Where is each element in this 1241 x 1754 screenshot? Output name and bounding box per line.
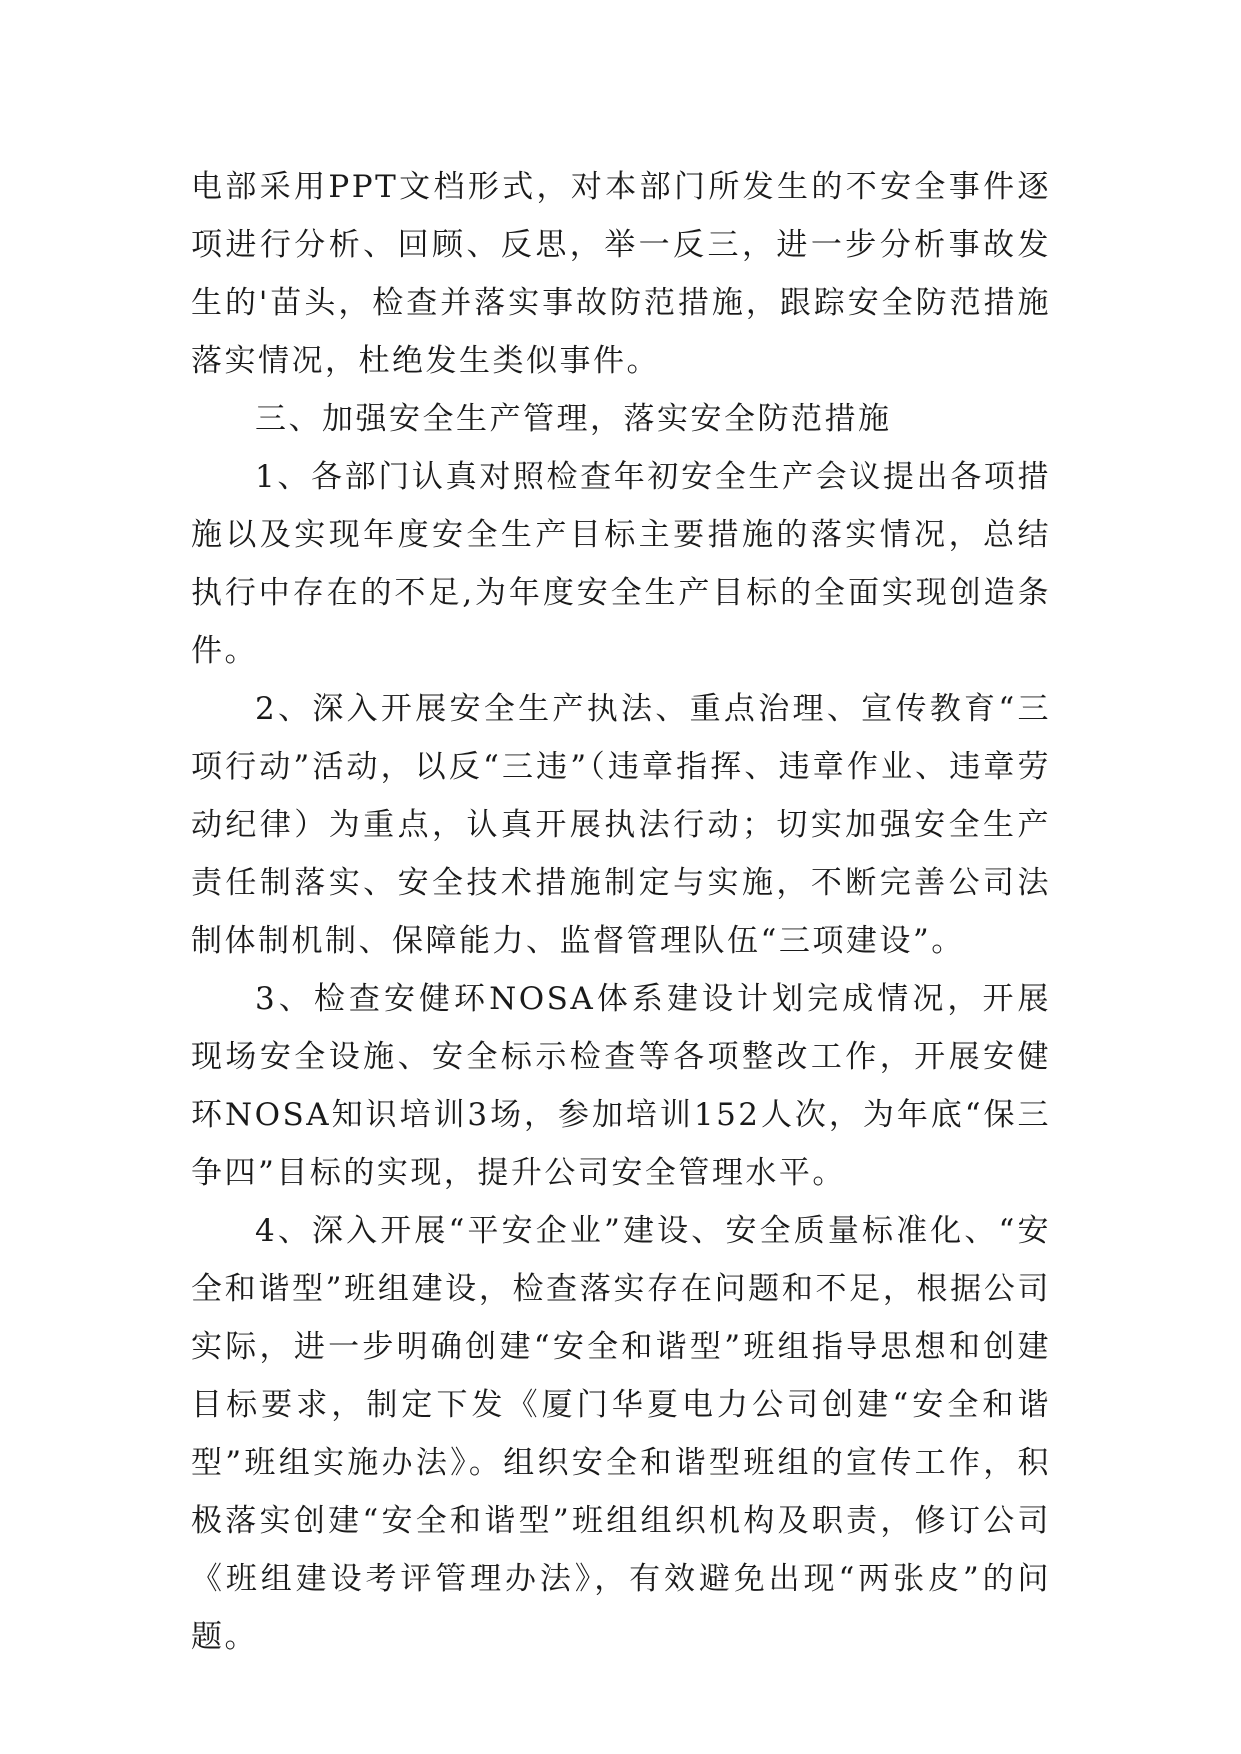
document-body xyxy=(191,158,1051,1666)
paragraph-item-3: 3、检查安健环NOSA体系建设计划完成情况，开展现场安全设施、安全标示检查等各项整改工作，开展安健环NOSA知识培训3场，参加培训152人次，为年底“保三争四”目标的实现，提升公司安全管理水平。 xyxy=(191,981,1051,1191)
paragraph-continuation: 电部采用PPT文档形式，对本部门所发生的不安全事件逐项进行分析、回顾、反思，举一反三，进一步分析事故发生的'苗头，检查并落实事故防范措施，跟踪安全防范措施落实情况，杜绝发生类似事件。 xyxy=(191,169,1051,379)
paragraph-item-4: 4、深入开展“平安企业”建设、安全质量标准化、“安全和谐型”班组建设，检查落实存在问题和不足，根据公司实际，进一步明确创建“安全和谐型”班组指导思想和创建目标要求，制定下发《厦门华夏电力公司创建“安全和谐型”班组实施办法》。组织安全和谐型班组的宣传工作，积极落实创建“安全和谐型”班组组织机构及职责，修订公司《班组建设考评管理办法》，有效避免出现“两张皮”的问题。 xyxy=(191,1213,1051,1655)
paragraph-item-2: 2、深入开展安全生产执法、重点治理、宣传教育“三项行动”活动，以反“三违”（违章指挥、违章作业、违章劳动纪律）为重点，认真开展执法行动；切实加强安全生产责任制落实、安全技术措施制定与实施，不断完善公司法制体制机制、保障能力、监督管理队伍“三项建设”。 xyxy=(191,691,1051,959)
section-heading: 三、加强安全生产管理，落实安全防范措施 xyxy=(255,401,892,437)
paragraph-item-1: 1、各部门认真对照检查年初安全生产会议提出各项措施以及实现年度安全生产目标主要措施的落实情况，总结执行中存在的不足,为年度安全生产目标的全面实现创造条件。 xyxy=(191,459,1051,669)
